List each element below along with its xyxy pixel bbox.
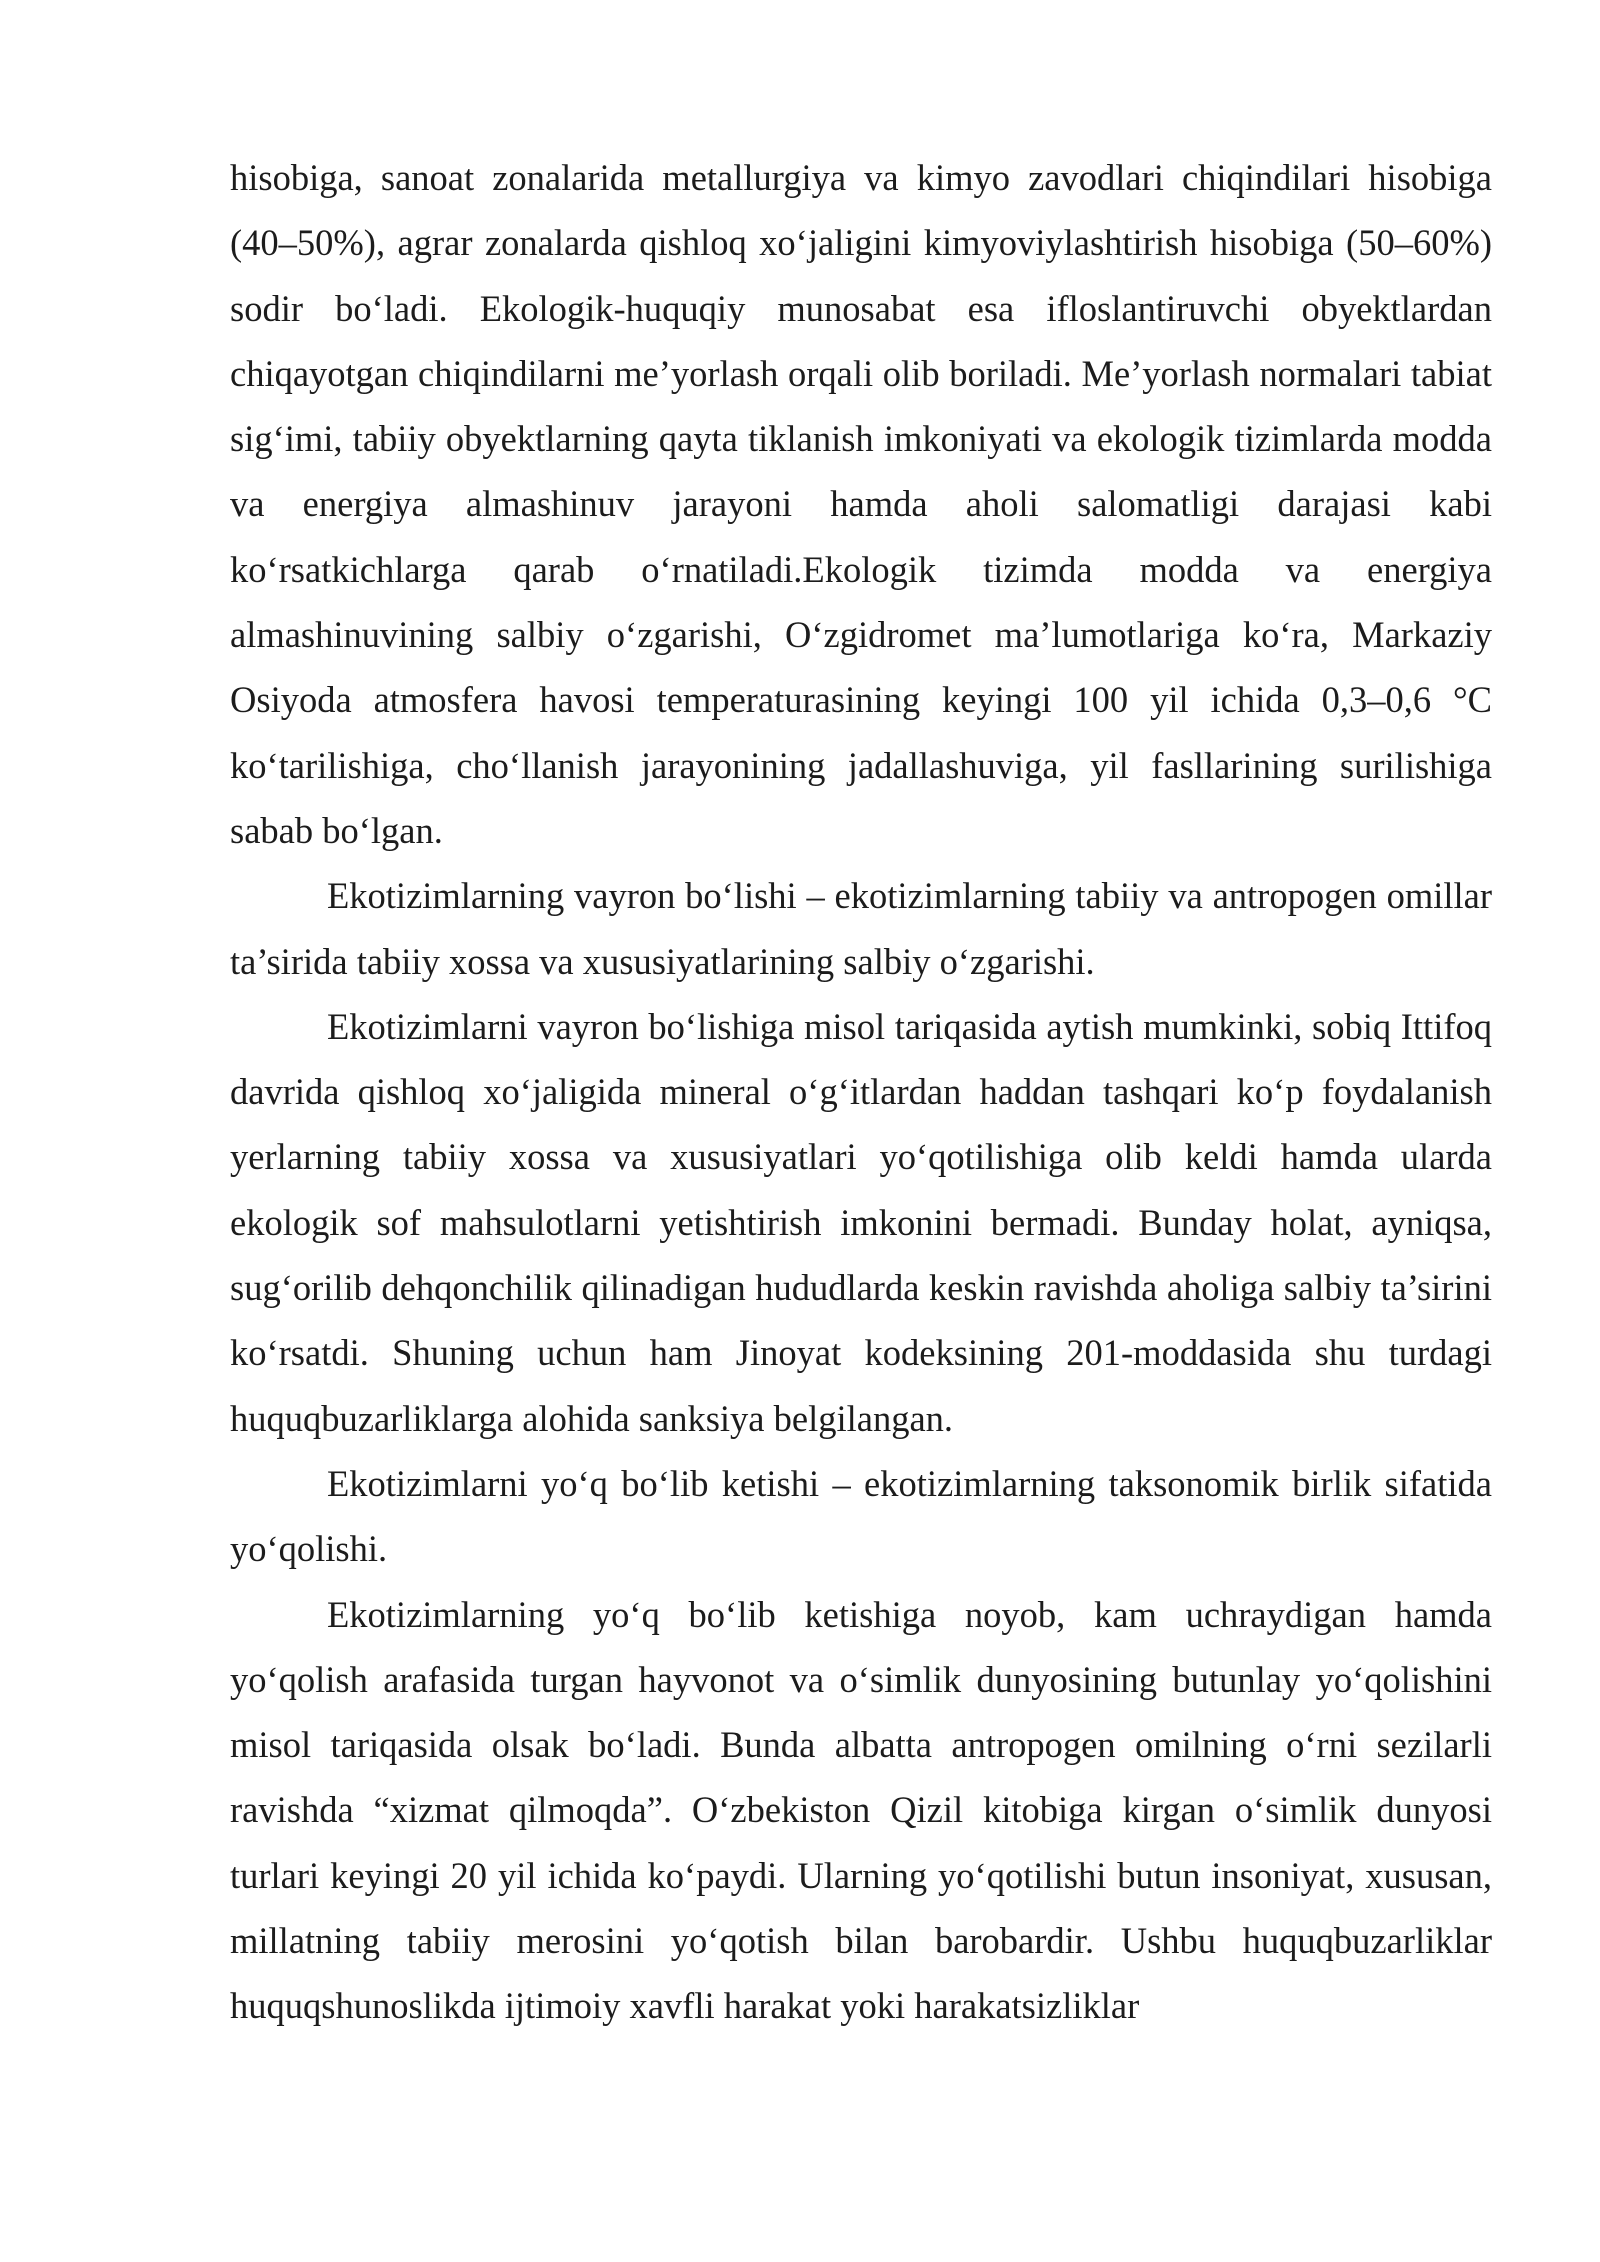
paragraph-2: Ekotizimlarning vayron bo‘lishi – ekotizimlarning tabiiy va antropogen omillar ta’sirida tabiiy xossa va xususiyatlarining salbiy o‘zgarishi. — [230, 875, 1492, 982]
document-page — [230, 145, 1492, 2039]
paragraph-5: Ekotizimlarning yo‘q bo‘lib ketishiga noyob, kam uchraydigan hamda yo‘qolish arafasida turgan hayvonot va o‘simlik dunyosining butunlay yo‘qolishini misol tariqasida olsak bo‘ladi. Bunda albatta antropogen omilning o‘rni sezilarli ravishda “xizmat qilmoqda”. O‘zbekiston Qizil kitobiga kirgan o‘simlik dunyosi turlari keyingi 20 yil ichida ko‘paydi. Ularning yo‘qotilishi butun insoniyat, xususan, millatning tabiiy merosini yo‘qotish bilan barobardir. Ushbu huquqbuzarliklar huquqshunoslikda ijtimoiy xavfli harakat yoki harakatsizliklar — [230, 1593, 1492, 2027]
paragraph-3: Ekotizimlarni vayron bo‘lishiga misol tariqasida aytish mumkinki, sobiq Ittifoq davrida qishloq xo‘jaligida mineral o‘g‘itlardan haddan tashqari ko‘p foydalanish yerlarning tabiiy xossa va xususiyatlari yo‘qotilishiga olib keldi hamda ularda ekologik sof mahsulotlarni yetishtirish imkonini bermadi. Bunday holat, ayniqsa, sug‘orilib dehqonchilik qilinadigan hududlarda keskin ravishda aholiga salbiy ta’sirini ko‘rsatdi. Shuning uchun ham Jinoyat kodeksining 201-moddasida shu turdagi huquqbuzarliklarga alohida sanksiya belgilangan. — [230, 1005, 1492, 1439]
paragraph-1: hisobiga, sanoat zonalarida metallurgiya va kimyo zavodlari chiqindilari hisobiga (40–50%), agrar zonalarda qishloq xo‘jaligini kimyoviylashtirish hisobiga (50–60%) sodir bo‘ladi. Ekologik-huquqiy munosabat esa ifloslantiruvchi obyektlardan chiqayotgan chiqindilarni me’yorlash orqali olib boriladi. Me’yorlash normalari tabiat sig‘imi, tabiiy obyektlarning qayta tiklanish imkoniyati va ekologik tizimlarda modda va energiya almashinuv jarayoni hamda aholi salomatligi darajasi kabi ko‘rsatkichlarga qarab o‘rnatiladi.Ekologik tizimda modda va energiya almashinuvining salbiy o‘zgarishi, O‘zgidromet ma’lumotlariga ko‘ra, Markaziy Osiyoda atmosfera havosi temperaturasining keyingi 100 yil ichida 0,3–0,6 °C ko‘tarilishiga, cho‘llanish jarayonining jadallashuviga, yil fasllarining surilishiga sabab bo‘lgan. — [230, 157, 1492, 851]
paragraph-4: Ekotizimlarni yo‘q bo‘lib ketishi – ekotizimlarning taksonomik birlik sifatida yo‘qolishi. — [230, 1462, 1492, 1570]
